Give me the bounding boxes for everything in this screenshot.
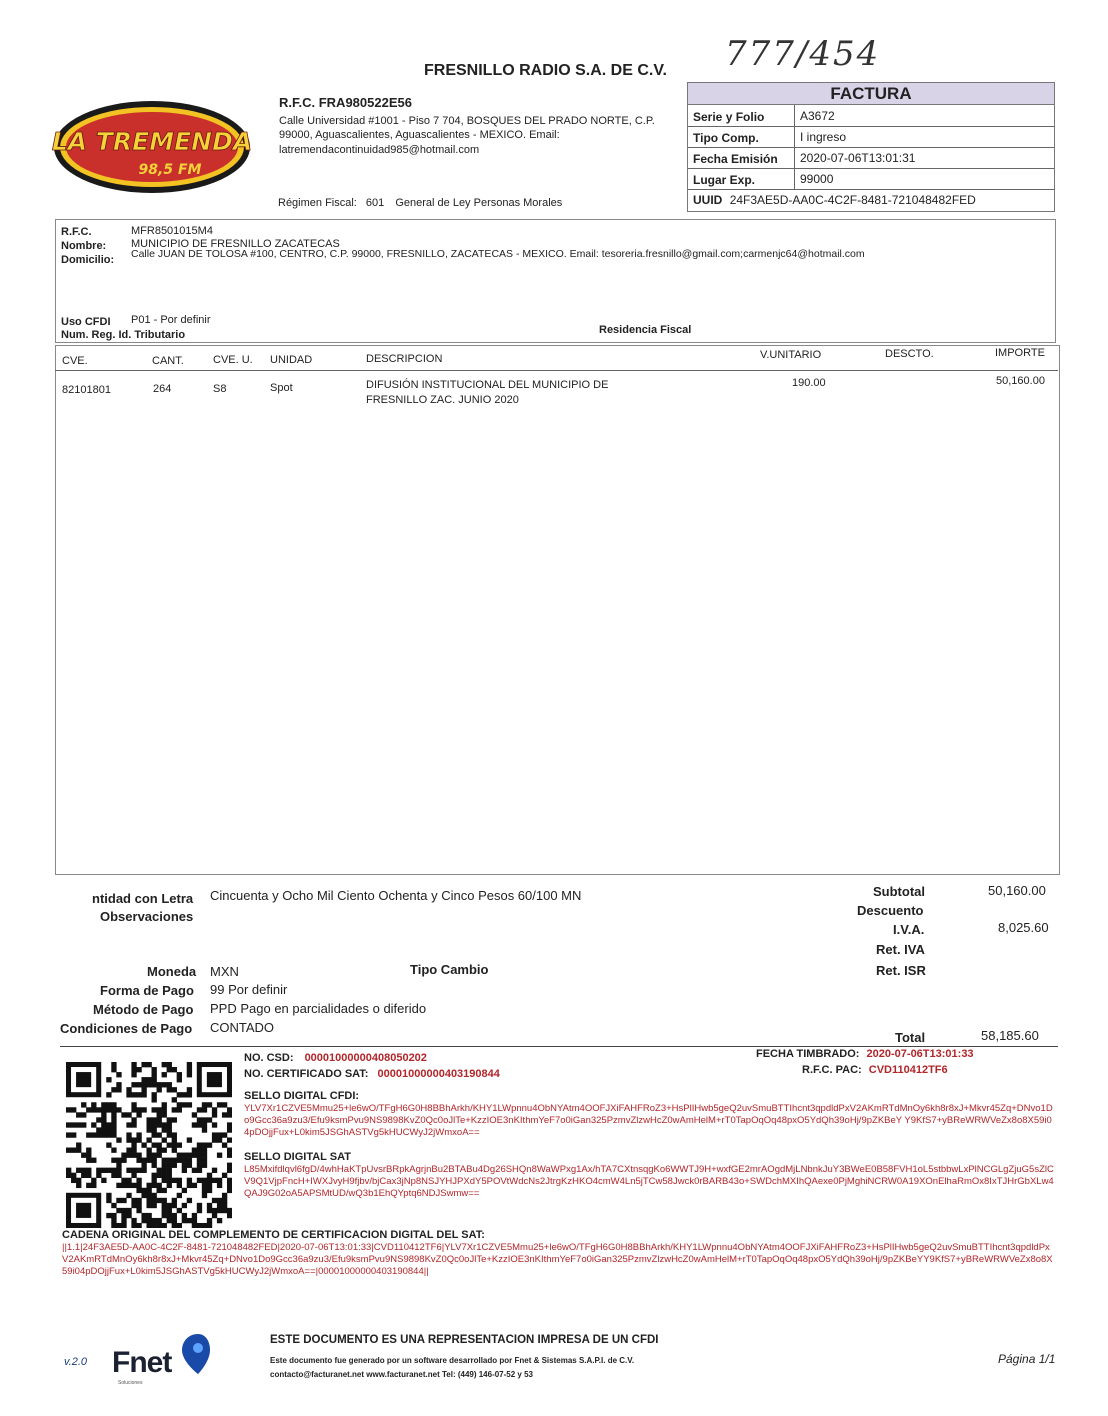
row-cant: 264: [153, 383, 172, 395]
moneda-label: Moneda: [147, 964, 197, 979]
uuid-value: 24F3AE5D-AA0C-4C2F-8481-721048482FED: [729, 193, 976, 207]
sello-sat-label: SELLO DIGITAL SAT: [244, 1151, 351, 1163]
client-name: MUNICIPIO DE FRESNILLO ZACATECAS: [131, 238, 340, 250]
lugar-exp-value: 99000: [800, 172, 834, 186]
footer-line1: Este documento fue generado por un software desarrollado por Fnet & Sistemas S.A.P.I. de C.V.: [270, 1356, 635, 1365]
fnet-brand-sub: Soluciones: [118, 1380, 143, 1386]
uso-cfdi-label: Uso CFDI: [61, 316, 111, 328]
row-desc-line2: FRESNILLO ZAC. JUNIO 2020: [366, 394, 519, 406]
regimen-code: 601: [365, 197, 385, 209]
client-address-label: Domicilio:: [61, 254, 115, 266]
page-number: Página 1/1: [998, 1352, 1056, 1366]
col-cant: CANT.: [152, 355, 184, 367]
rfc-pac-value: CVD110412TF6: [868, 1064, 948, 1076]
col-unidad: UNIDAD: [270, 354, 313, 366]
regimen-desc: General de Ley Personas Morales: [395, 197, 563, 209]
company-email: latremendacontinuidad985@hotmail.com: [279, 144, 480, 156]
fecha-emision-label: Fecha Emisión: [693, 152, 778, 166]
residencia-label: Residencia Fiscal: [599, 324, 692, 336]
fecha-timbrado-value: 2020-07-06T13:01:33: [866, 1048, 974, 1060]
col-cve: CVE.: [62, 355, 88, 367]
uuid-label: UUID: [693, 193, 723, 207]
row-unidad: Spot: [270, 382, 293, 394]
regimen-label: Régimen Fiscal:: [278, 197, 357, 209]
csd-row: [244, 1052, 427, 1064]
col-vunit: V.UNITARIO: [760, 349, 822, 361]
col-cveu: CVE. U.: [213, 354, 253, 366]
regimen-fiscal: [278, 197, 562, 209]
company-name: FRESNILLO RADIO S.A. DE C.V.: [424, 62, 667, 79]
client-rfc: MFR8501015M4: [131, 225, 213, 237]
lugar-exp-label: Lugar Exp.: [693, 173, 756, 187]
csd-label: NO. CSD:: [244, 1052, 294, 1064]
metodo-pago-label: Método de Pago: [93, 1002, 194, 1017]
condiciones-label: Condiciones de Pago: [60, 1021, 193, 1036]
forma-pago-value: 99 Por definir: [210, 982, 288, 997]
csd-value: 00001000000408050202: [304, 1052, 427, 1064]
numreg-label: Num. Reg. Id. Tributario: [61, 329, 186, 341]
rfc-pac-row: [802, 1064, 948, 1076]
company-logo: [52, 98, 252, 196]
condiciones-value: CONTADO: [210, 1020, 275, 1035]
subtotal-label: Subtotal: [873, 884, 925, 899]
items-table: [55, 345, 1060, 875]
uuid-row: [693, 193, 976, 207]
total-value: 58,185.60: [981, 1028, 1039, 1043]
qr-code: [66, 1062, 232, 1228]
col-importe: IMPORTE: [995, 347, 1045, 359]
company-rfc: R.F.C. FRA980522E56: [279, 95, 412, 110]
row-importe: 50,160.00: [996, 375, 1045, 387]
row-desc-line1: DIFUSIÓN INSTITUCIONAL DEL MUNICIPIO DE: [366, 379, 609, 391]
cadena-label: CADENA ORIGINAL DEL COMPLEMENTO DE CERTIFICACION DIGITAL DEL SAT:: [62, 1229, 485, 1241]
iva-value: 8,025.60: [998, 920, 1049, 935]
moneda-value: MXN: [210, 964, 239, 979]
rfc-pac-label: R.F.C. PAC:: [802, 1064, 862, 1076]
descuento-label: Descuento: [857, 903, 924, 918]
fnet-brand: Fnet: [112, 1346, 172, 1379]
cert-value: 00001000000403190844: [377, 1068, 500, 1080]
forma-pago-label: Forma de Pago: [100, 983, 194, 998]
total-label: Total: [895, 1030, 926, 1045]
col-desc: DESCRIPCION: [366, 353, 443, 365]
serie-folio-value: A3672: [800, 109, 835, 123]
uso-cfdi-value: P01 - Por definir: [131, 314, 211, 326]
sello-cfdi-value: YLV7Xr1CZVE5Mmu25+le6wO/TFgH6G0H8BBhArkh/KHY1LWpnnu4ObNYAtm4OOFJXiFAHFRoZ3+HsPlIHwb5geQ2uvSmuBTTIhcnt3qpdldPxV2AKmRTdMnOy6kh8r8xJ+Mkvr45Zq+DNvo1Do9Gcc36a9zu3/Efu9ksmPvu9NS9898KvZ0Qc0oJlTe+KzzIOE3nKIthmYeF7o0iGan325PzmvZlzwHcZ0wAmHelM+rT0TapOqOq48pxO5YdQh39oHj/9pZKBeY Y9KfS7+yBReWRWVeZx8o8X59i04pDOjjFux+L0kim5JSGhASTVg5kHUCWyJ2jWmxoA==: [244, 1103, 1053, 1138]
col-descto: DESCTO.: [885, 348, 934, 360]
tipo-comp-value: I ingreso: [800, 130, 847, 144]
serie-folio-label: Serie y Folio: [693, 110, 765, 124]
letra-value: Cincuenta y Ocho Mil Ciento Ochenta y Cinco Pesos 60/100 MN: [210, 888, 582, 903]
client-rfc-label: R.F.C.: [61, 226, 92, 238]
footer-title: ESTE DOCUMENTO ES UNA REPRESENTACION IMPRESA DE UN CFDI: [270, 1334, 659, 1346]
tipo-comp-label: Tipo Comp.: [693, 131, 759, 145]
ret-iva-label: Ret. IVA: [876, 942, 925, 957]
subtotal-value: 50,160.00: [988, 883, 1046, 898]
fecha-timbrado-label: FECHA TIMBRADO:: [756, 1048, 860, 1060]
cert-row: [244, 1068, 500, 1080]
factura-title: FACTURA: [688, 83, 1054, 105]
client-address: Calle JUAN DE TOLOSA #100, CENTRO, C.P. 99000, FRESNILLO, ZACATECAS - MEXICO. Email: tesoreria.fresnillo@gmail.com;carmenjc64@hotmail.com: [131, 248, 865, 260]
sello-cfdi-label: SELLO DIGITAL CFDI:: [244, 1090, 360, 1102]
letra-label: ntidad con Letra: [92, 891, 194, 906]
tipo-cambio-label: Tipo Cambio: [410, 962, 489, 977]
svg-text:98,5 FM: 98,5 FM: [138, 162, 202, 178]
row-vunit: 190.00: [792, 377, 826, 389]
metodo-pago-value: PPD Pago en parcialidades o diferido: [210, 1001, 427, 1016]
handwritten-note: 777/454: [725, 34, 881, 74]
ret-isr-label: Ret. ISR: [876, 963, 926, 978]
fecha-timbrado-row: [756, 1048, 974, 1060]
row-cveu: S8: [213, 383, 227, 395]
iva-label: I.V.A.: [893, 922, 925, 937]
version-label: v.2.0: [64, 1356, 88, 1368]
cert-label: NO. CERTIFICADO SAT:: [244, 1068, 369, 1080]
fecha-emision-value: 2020-07-06T13:01:31: [800, 151, 916, 165]
observaciones-label: Observaciones: [100, 909, 194, 924]
svg-text:LA TREMENDA: LA TREMENDA: [52, 127, 252, 156]
cadena-value: ||1.1|24F3AE5D-AA0C-4C2F-8481-721048482FED|2020-07-06T13:01:33|CVD110412TF6|YLV7Xr1CZVE5Mmu25+le6wO/TFgH6G0H8BBhArkh/KHY1LWpnnu4ObNYAtm4OOFJXiFAHFRoZ3+HsPlIHwb5geQ2uvSmuBTTIhcnt3qpdldPxV2AKmRTdMnOy6kh8r8xJ+Mkvr45Zq+DNvo1Do9Gcc36a9zu3/Efu9ksmPvu9NS9898KvZ0Qc0oJlTe+KzzIOE3nKIthmYeF7o0iGan325PzmvZlzwHcZ0wAmHelM+rT0TapOqOq48pxO5YdQh39oHj/9pZKBeYY9KfS7+yBReWRWVeZx8o8X59i04pDOjjFux+L0kim5JSGhASTVg5kHUCWyJ2jWmxoA==|00001000000403190844||: [62, 1242, 1053, 1277]
row-cve: 82101801: [62, 384, 111, 396]
footer-line2: contacto@facturanet.net www.facturanet.net Tel: (449) 146-07-52 y 53: [270, 1370, 533, 1379]
company-address: Calle Universidad #1001 - Piso 7 704, BOSQUES DEL PRADO NORTE, C.P. 99000, Aguascalientes, Aguascalientes - MEXICO. Email:: [279, 115, 655, 141]
sello-sat-value: L85Mxifdlqvl6fgD/4whHaKTpUvsrBRpkAgrjnBu2BTABu4Dg26SHQn8WaWPxg1Ax/hTA7CXtnsqgKo6WWTJ9H+wxfGE2mrAOgdMjLNbnkJuY3BWeE0B58FVH1oL5stbbwLxPlNCGLgZjuG5sZlCV9Q1VjpFncH+IWXJvyH9fjbv/bjCax3jNp8NSJYHJPXdY5POVtWdcNs2JtrgKzHKO4cmW4Ln5jTCw58Jwck0rBARB43o+SWDchMXIhQAexe0PjMghiNCRW0A19XOnElhaRmOx8IxTJHrGbXLw4QAJ9G02oA5APSMtUD/wQ3b1EhQYptq6NDJSwmw==: [244, 1164, 1054, 1199]
client-name-label: Nombre:: [61, 240, 107, 252]
factura-box: [687, 82, 1055, 212]
